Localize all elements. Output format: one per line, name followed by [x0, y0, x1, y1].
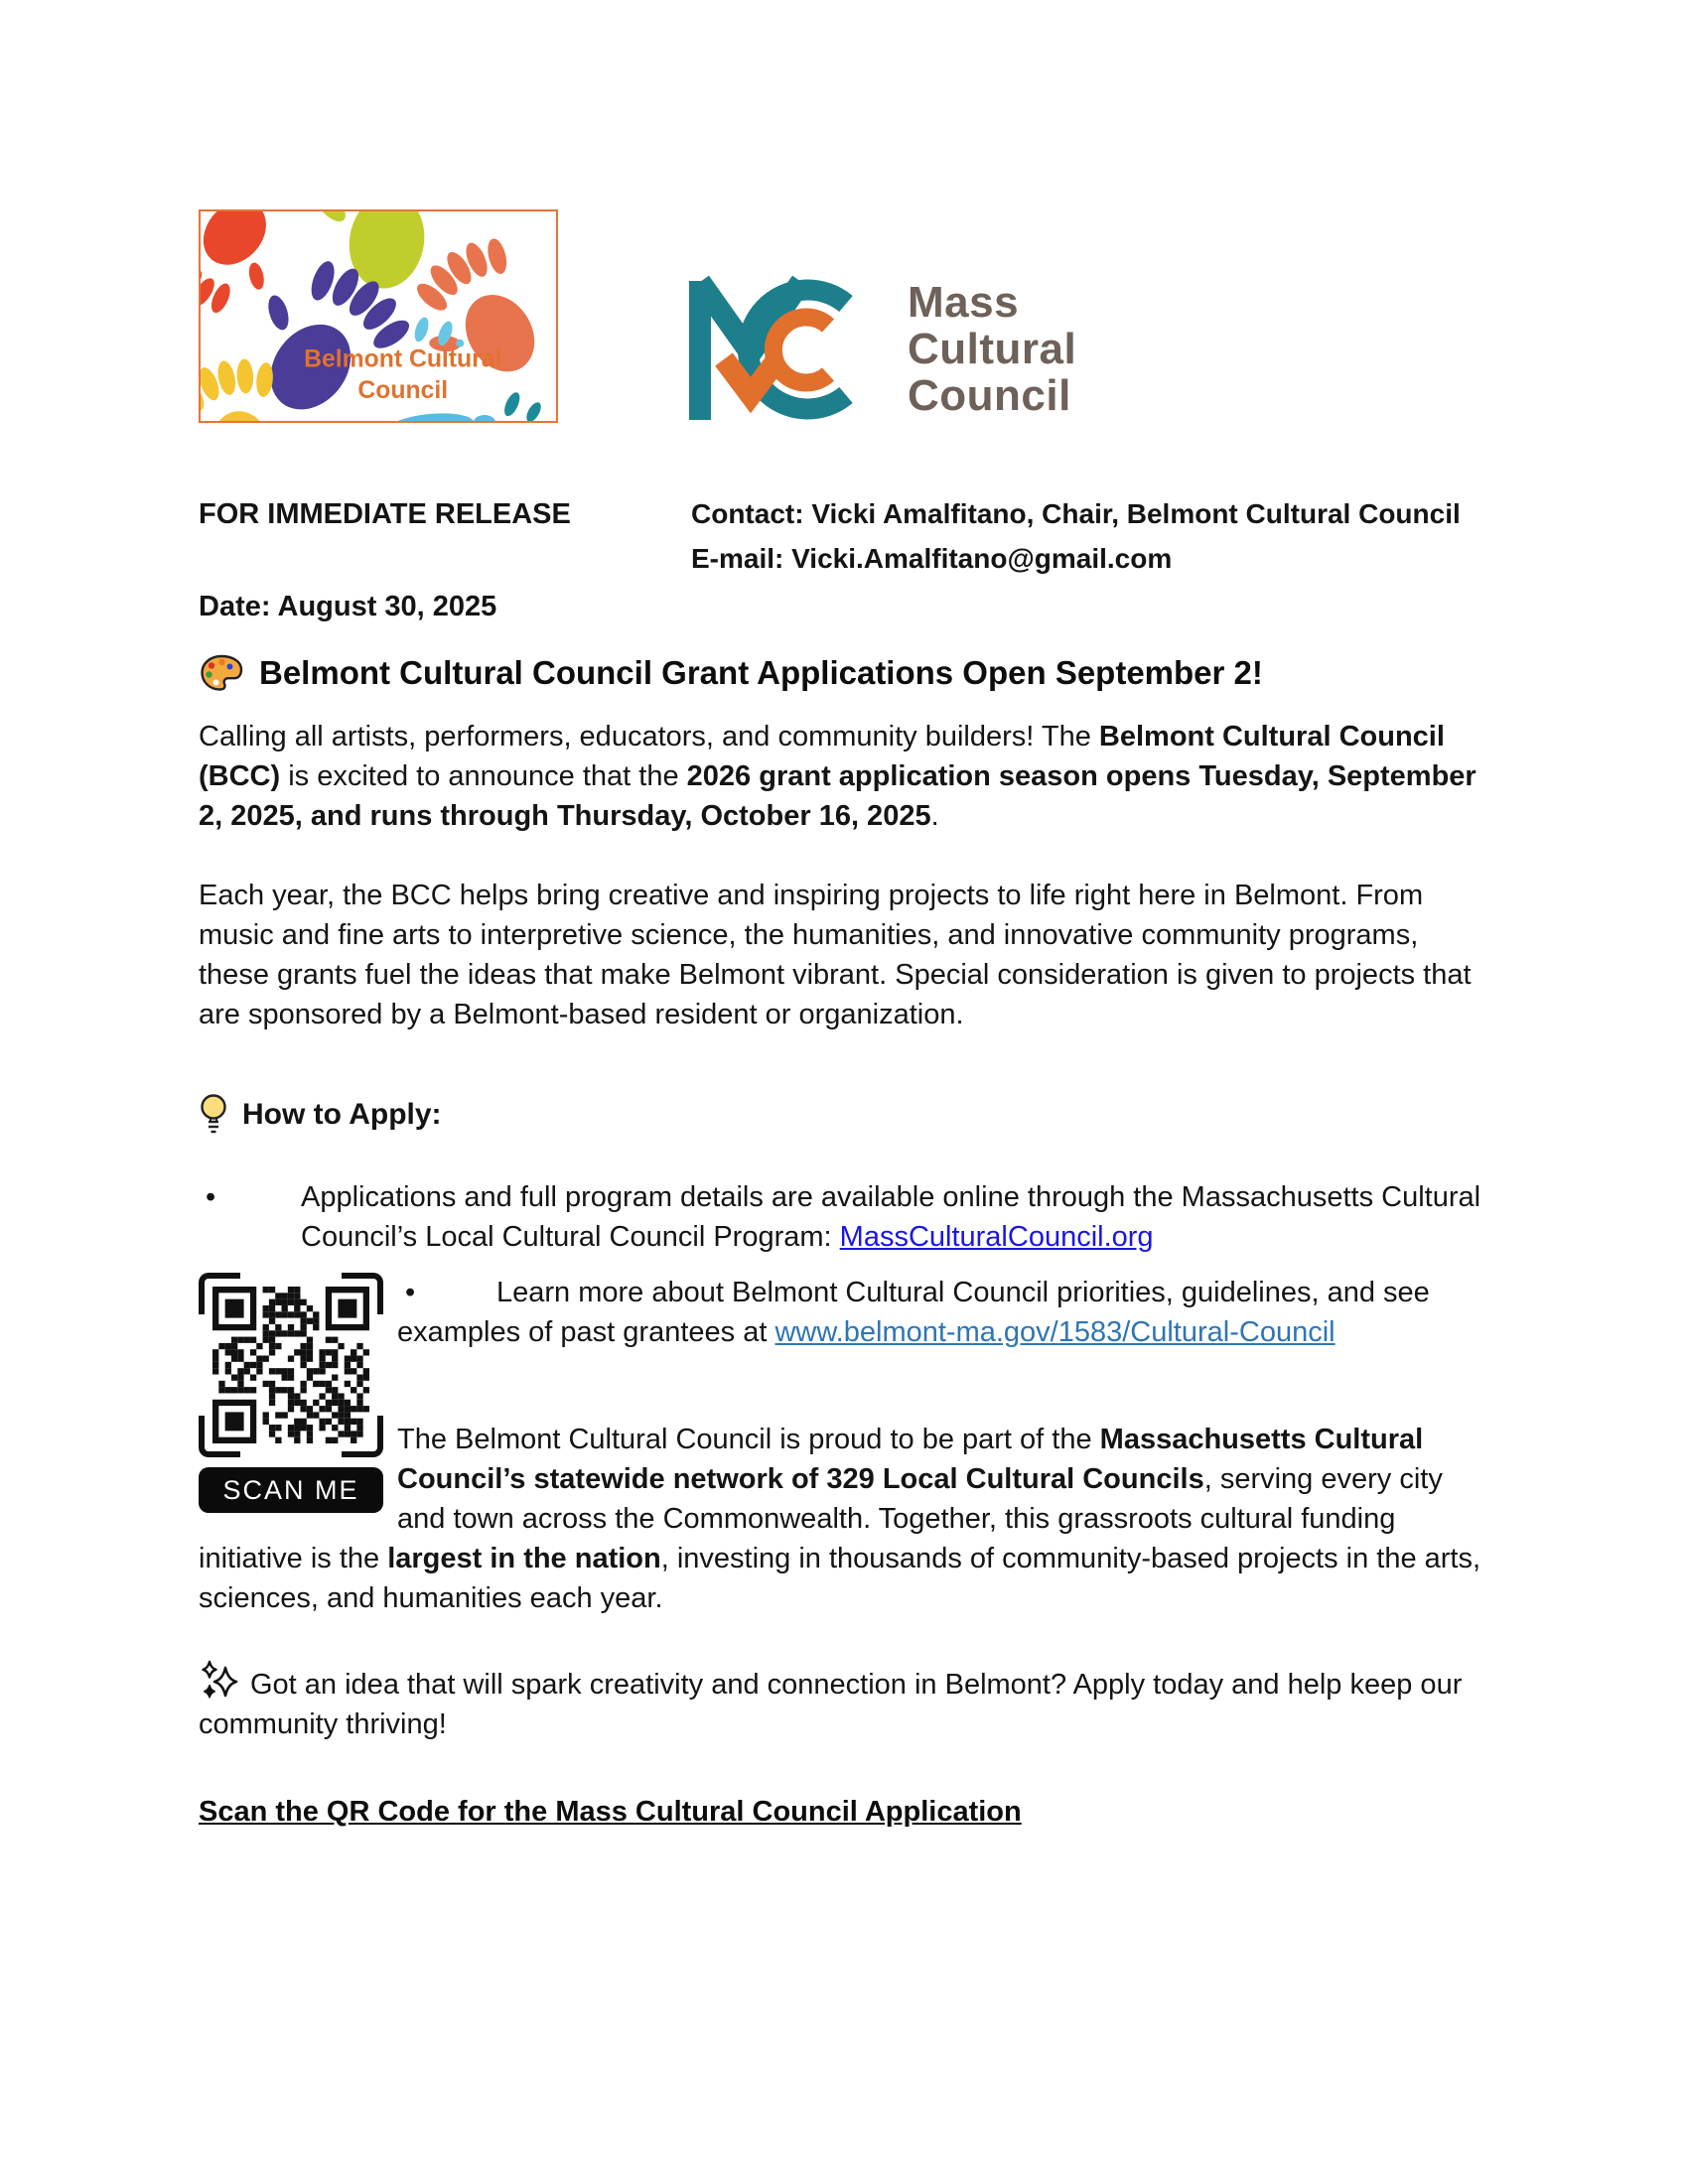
qr-corner-bracket	[199, 1273, 240, 1314]
mcc-text-line1: Mass	[908, 277, 1020, 327]
call-to-action-paragraph: Got an idea that will spark creativity and connection in Belmont? Apply today and help keep our community thriving!	[199, 1658, 1489, 1744]
bcc-logo-text-line1: Belmont Cultural	[304, 345, 502, 373]
how-to-apply-heading	[199, 1092, 1489, 1138]
page-title	[199, 653, 1489, 693]
release-header	[199, 498, 1489, 623]
release-date: Date: August 30, 2025	[199, 591, 497, 622]
palette-icon	[199, 653, 244, 693]
qr-code-block	[199, 1273, 383, 1513]
intro-paragraph: Calling all artists, performers, educators, and community builders! The Belmont Cultural Council (BCC) is excited to announce that the 2026 grant application season opens Tuesday, September 2, 2025, and runs through Thursday, October 16, 2025.	[199, 721, 1477, 832]
mcc-text-line3: Council	[908, 370, 1071, 420]
page-title-text: Belmont Cultural Council Grant Applications Open September 2!	[259, 654, 1263, 691]
logo-row	[199, 208, 1489, 423]
email-line: E-mail: Vicki.Amalfitano@gmail.com	[691, 543, 1173, 574]
qr-corner-bracket	[342, 1273, 383, 1314]
mass-cultural-council-logo	[687, 274, 1076, 423]
bullet-applications: • Applications and full program details are available online through the Massachusetts Cultural Council’s Local Cultural Council Program: MassCulturalCouncil.org	[301, 1177, 1489, 1257]
sparkles-icon	[199, 1658, 240, 1704]
mcc-logo-text	[908, 279, 1076, 419]
bullet-learn-more: • Learn more about Belmont Cultural Council priorities, guidelines, and see examples of past grantees at www.belmont-ma.gov/1583/Cultural-Council	[199, 1273, 1489, 1352]
contact-line: Contact: Vicki Amalfitano, Chair, Belmont Cultural Council	[691, 498, 1461, 529]
for-immediate-release-label: FOR IMMEDIATE RELEASE	[199, 498, 571, 530]
qr-corner-bracket	[342, 1416, 383, 1457]
handprints-logo-art	[201, 211, 556, 421]
mcc-monogram-icon	[687, 274, 882, 423]
how-to-apply-text: How to Apply:	[242, 1098, 442, 1131]
network-paragraph: The Belmont Cultural Council is proud to be part of the Massachusetts Cultural Council’s statewide network of 329 Local Cultural Councils, serving every city and town across the Commonwealth. Together, this grassroots cultural funding initiative is the largest in the nation, investing in thousands of community-based projects in the arts, sciences, and humanities each year.	[199, 1424, 1481, 1614]
belmont-cultural-council-logo	[199, 209, 558, 423]
belmont-ma-gov-link[interactable]: www.belmont-ma.gov/1583/Cultural-Council	[774, 1316, 1336, 1348]
mission-paragraph: Each year, the BCC helps bring creative and inspiring projects to life right here in Belmont. From music and fine arts to interpretive science, the humanities, and innovative community programs, these grants fuel the ideas that make Belmont vibrant. Special consideration is given to projects that are sponsored by a Belmont-based resident or organization.	[199, 880, 1472, 1030]
bcc-logo-text-line2: Council	[357, 377, 449, 405]
mass-cultural-council-link[interactable]: MassCulturalCouncil.org	[839, 1221, 1154, 1253]
qr-scan-frame	[199, 1273, 383, 1457]
qr-corner-bracket	[199, 1416, 240, 1457]
lightbulb-icon	[199, 1092, 228, 1138]
mcc-text-line2: Cultural	[908, 324, 1077, 373]
scan-qr-heading: Scan the QR Code for the Mass Cultural Council Application	[199, 1796, 1022, 1828]
scan-me-label: SCAN ME	[199, 1467, 383, 1513]
